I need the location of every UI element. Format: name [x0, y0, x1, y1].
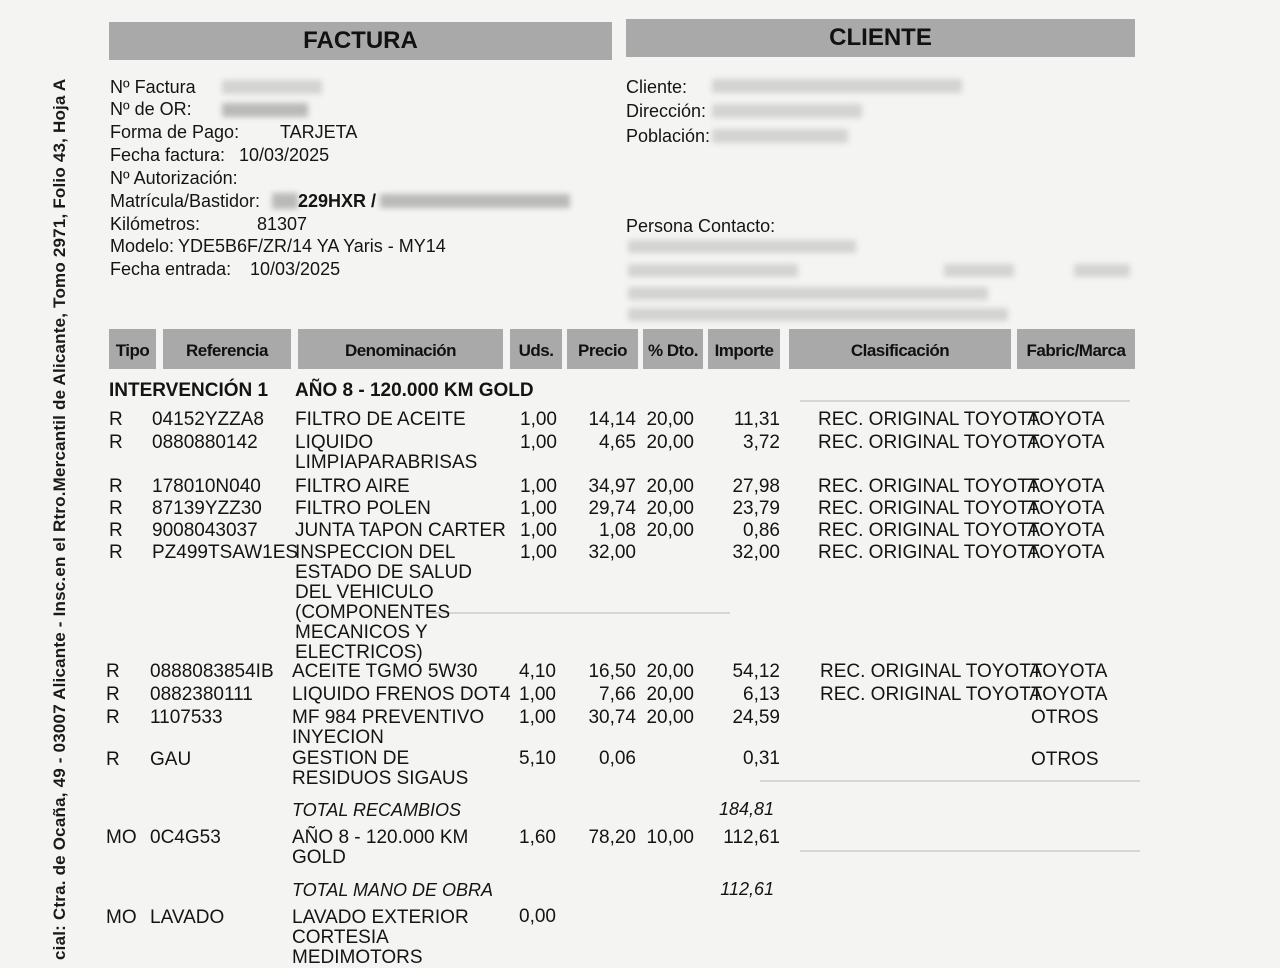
- cell-uds: 1,00: [520, 498, 557, 519]
- cell-uds: 1,00: [520, 476, 557, 497]
- cell-tipo: MO: [106, 907, 137, 928]
- cell-tipo: R: [106, 661, 120, 682]
- cell-uds: 1,00: [520, 542, 557, 563]
- cell-precio: 16,50: [588, 661, 636, 682]
- cell-precio: 78,20: [588, 827, 636, 848]
- cell-tipo: R: [106, 707, 120, 728]
- cell-dto: 20,00: [646, 498, 694, 519]
- cell-precio: 32,00: [588, 542, 636, 563]
- cell-uds: 5,10: [519, 748, 556, 769]
- cell-referencia: 178010N040: [152, 476, 261, 497]
- cell-uds: 0,00: [519, 906, 556, 927]
- cell-clasificacion: REC. ORIGINAL TOYOTA: [818, 476, 1041, 497]
- redacted-bastidor: [380, 194, 570, 208]
- col-header-tipo: Tipo: [109, 329, 156, 369]
- cell-marca: TOYOTA: [1028, 409, 1105, 430]
- cell-referencia: 0888083854IB: [150, 661, 274, 682]
- cell-referencia: 04152YZZA8: [152, 409, 264, 430]
- cell-denominacion: FILTRO DE ACEITE: [295, 409, 466, 430]
- col-header-denominacion: Denominación: [298, 329, 503, 369]
- cell-referencia: 87139YZZ30: [152, 498, 262, 519]
- label-numero-or: Nº de OR:: [110, 99, 192, 119]
- redacted-contacto-line2c: [1074, 264, 1130, 277]
- cell-marca: TOYOTA: [1028, 498, 1105, 519]
- value-modelo: YDE5B6F/ZR/14 YA Yaris - MY14: [178, 236, 446, 256]
- label-autorizacion: Nº Autorización:: [110, 168, 238, 188]
- cell-denominacion: MF 984 PREVENTIVO INYECION: [292, 707, 485, 748]
- section-intervencion-desc: AÑO 8 - 120.000 KM GOLD: [295, 380, 534, 401]
- cell-referencia: 1107533: [150, 707, 223, 728]
- redacted-contacto-line1: [628, 240, 856, 253]
- cell-referencia: LAVADO: [150, 907, 225, 928]
- cell-dto: 20,00: [646, 409, 694, 430]
- cell-precio: 30,74: [588, 707, 636, 728]
- label-fecha-factura: Fecha factura:: [110, 145, 226, 165]
- label-forma-pago: Forma de Pago:: [110, 122, 240, 142]
- cell-importe: 6,13: [743, 684, 780, 705]
- cell-importe: 112,61: [723, 827, 780, 848]
- cell-uds: 1,00: [520, 432, 557, 453]
- cell-clasificacion: REC. ORIGINAL TOYOTA: [818, 542, 1041, 563]
- value-forma-pago: TARJETA: [280, 122, 358, 142]
- bleed-line: [800, 400, 1130, 402]
- redacted-contacto-line2a: [628, 264, 798, 277]
- cell-tipo: R: [109, 432, 123, 453]
- cell-importe: 32,00: [732, 542, 780, 563]
- value-matricula: 229HXR /: [298, 191, 377, 211]
- cell-dto: 20,00: [646, 661, 694, 682]
- label-cliente: Cliente:: [626, 77, 688, 97]
- cell-referencia: 0882380111: [150, 684, 253, 705]
- redacted-poblacion: [712, 129, 848, 143]
- cell-referencia: 0880880142: [152, 432, 258, 453]
- cell-marca: TOYOTA: [1031, 684, 1108, 705]
- label-direccion: Dirección:: [626, 101, 707, 121]
- cell-dto: 20,00: [646, 684, 694, 705]
- cell-tipo: R: [109, 476, 123, 497]
- cell-precio: 34,97: [588, 476, 636, 497]
- cell-uds: 1,00: [520, 409, 557, 430]
- cell-importe: 27,98: [732, 476, 780, 497]
- redacted-contacto-line2b: [944, 264, 1014, 277]
- cell-referencia: 0C4G53: [150, 827, 221, 848]
- cell-marca: OTROS: [1031, 707, 1099, 728]
- cell-precio: 4,65: [599, 432, 636, 453]
- redacted-direccion: [712, 104, 862, 118]
- total-mano-obra-value: 112,61: [720, 879, 774, 899]
- col-header-clasificacion: Clasificación: [789, 329, 1011, 369]
- cell-uds: 1,00: [519, 684, 556, 705]
- cell-importe: 54,12: [732, 661, 780, 682]
- cell-denominacion: INSPECCION DEL ESTADO DE SALUD DEL VEHICULO (COMPONENTES MECANICOS Y ELECTRICOS): [295, 542, 473, 663]
- cell-dto: 20,00: [646, 520, 694, 541]
- value-kilometros: 81307: [257, 214, 308, 234]
- cell-referencia: PZ499TSAW1ES: [152, 542, 299, 563]
- cell-precio: 0,06: [599, 748, 636, 769]
- cell-marca: TOYOTA: [1031, 661, 1108, 682]
- cell-dto: 20,00: [646, 707, 694, 728]
- cell-marca: TOYOTA: [1028, 520, 1105, 541]
- label-kilometros: Kilómetros:: [110, 214, 201, 234]
- cell-importe: 0,86: [743, 520, 780, 541]
- redacted-contacto-line4: [628, 308, 1008, 321]
- cell-precio: 29,74: [588, 498, 636, 519]
- bleed-line: [800, 850, 1140, 852]
- total-recambios-value: 184,81: [718, 799, 774, 819]
- cell-precio: 7,66: [599, 684, 636, 705]
- total-mano-obra-label: TOTAL MANO DE OBRA: [292, 880, 494, 900]
- cell-dto: 20,00: [646, 432, 694, 453]
- cell-uds: 4,10: [519, 661, 556, 682]
- cell-tipo: R: [106, 749, 120, 770]
- cell-tipo: R: [106, 684, 120, 705]
- label-poblacion: Población:: [626, 126, 711, 146]
- cell-importe: 3,72: [743, 432, 780, 453]
- label-numero-factura: Nº Factura: [110, 77, 196, 97]
- cell-denominacion: FILTRO AIRE: [295, 476, 410, 497]
- cell-denominacion: FILTRO POLEN: [295, 498, 431, 519]
- cell-tipo: R: [109, 409, 123, 430]
- cell-clasificacion: REC. ORIGINAL TOYOTA: [818, 409, 1041, 430]
- cell-clasificacion: REC. ORIGINAL TOYOTA: [818, 498, 1041, 519]
- cell-uds: 1,60: [519, 827, 556, 848]
- cell-precio: 14,14: [588, 409, 636, 430]
- cell-clasificacion: REC. ORIGINAL TOYOTA: [820, 661, 1043, 682]
- label-modelo: Modelo:: [110, 236, 175, 256]
- redacted-numero-factura: [222, 80, 322, 94]
- cell-clasificacion: REC. ORIGINAL TOYOTA: [818, 432, 1041, 453]
- cell-importe: 23,79: [732, 498, 780, 519]
- cell-dto: 10,00: [646, 827, 694, 848]
- cell-tipo: MO: [106, 827, 137, 848]
- cell-importe: 11,31: [733, 409, 780, 430]
- cell-denominacion: LAVADO EXTERIOR CORTESIA MEDIMOTORS: [292, 907, 469, 968]
- col-header-precio: Precio: [567, 329, 638, 369]
- cell-importe: 0,31: [743, 748, 780, 769]
- cell-denominacion: JUNTA TAPON CARTER: [295, 520, 506, 541]
- cell-referencia: 9008043037: [152, 520, 258, 541]
- cell-tipo: R: [109, 520, 123, 541]
- value-fecha-entrada: 10/03/2025: [250, 259, 341, 279]
- label-matricula: Matrícula/Bastidor:: [110, 191, 261, 211]
- cell-uds: 1,00: [520, 520, 557, 541]
- col-header-dto: % Dto.: [643, 329, 703, 369]
- cell-clasificacion: REC. ORIGINAL TOYOTA: [818, 520, 1041, 541]
- col-header-importe: Importe: [708, 329, 780, 369]
- redacted-matricula-prefix: [272, 193, 298, 209]
- cell-denominacion: LIQUIDO FRENOS DOT4: [292, 684, 511, 705]
- label-fecha-entrada: Fecha entrada:: [110, 259, 232, 279]
- cell-denominacion: AÑO 8 - 120.000 KM GOLD: [292, 827, 469, 868]
- value-fecha-factura: 10/03/2025: [239, 145, 330, 165]
- cell-tipo: R: [109, 542, 123, 563]
- cell-denominacion: GESTION DE RESIDUOS SIGAUS: [292, 748, 469, 789]
- redacted-numero-or: [222, 103, 308, 117]
- cliente-title: CLIENTE: [626, 19, 1135, 57]
- cell-marca: TOYOTA: [1028, 432, 1105, 453]
- col-header-referencia: Referencia: [163, 329, 291, 369]
- redacted-contacto-line3: [628, 287, 988, 300]
- cell-tipo: R: [109, 498, 123, 519]
- cell-dto: 20,00: [646, 476, 694, 497]
- section-intervencion-name: INTERVENCIÓN 1: [109, 380, 269, 401]
- cell-clasificacion: REC. ORIGINAL TOYOTA: [820, 684, 1043, 705]
- cell-referencia: GAU: [150, 749, 192, 770]
- cell-uds: 1,00: [519, 707, 556, 728]
- label-persona-contacto: Persona Contacto:: [626, 216, 776, 236]
- cell-importe: 24,59: [732, 707, 780, 728]
- cell-denominacion: LIQUIDO LIMPIAPARABRISAS: [295, 432, 478, 473]
- cell-marca: OTROS: [1031, 749, 1099, 770]
- factura-title: FACTURA: [109, 22, 612, 60]
- cell-marca: TOYOTA: [1028, 542, 1105, 563]
- cell-marca: TOYOTA: [1028, 476, 1105, 497]
- col-header-marca: Fabric/Marca: [1017, 329, 1135, 369]
- cell-precio: 1,08: [599, 520, 636, 541]
- cell-denominacion: ACEITE TGMO 5W30: [292, 661, 478, 682]
- col-header-uds: Uds.: [510, 329, 562, 369]
- bleed-line: [760, 780, 1140, 782]
- side-company-text: cial: Ctra. de Ocaña, 49 - 03007 Alicante - Insc.en el Rtro.Mercantil de Alicante, Tomo 2971, Folio 43, Hoja A: [50, 78, 69, 960]
- redacted-cliente: [712, 79, 962, 93]
- total-recambios-label: TOTAL RECAMBIOS: [292, 800, 462, 820]
